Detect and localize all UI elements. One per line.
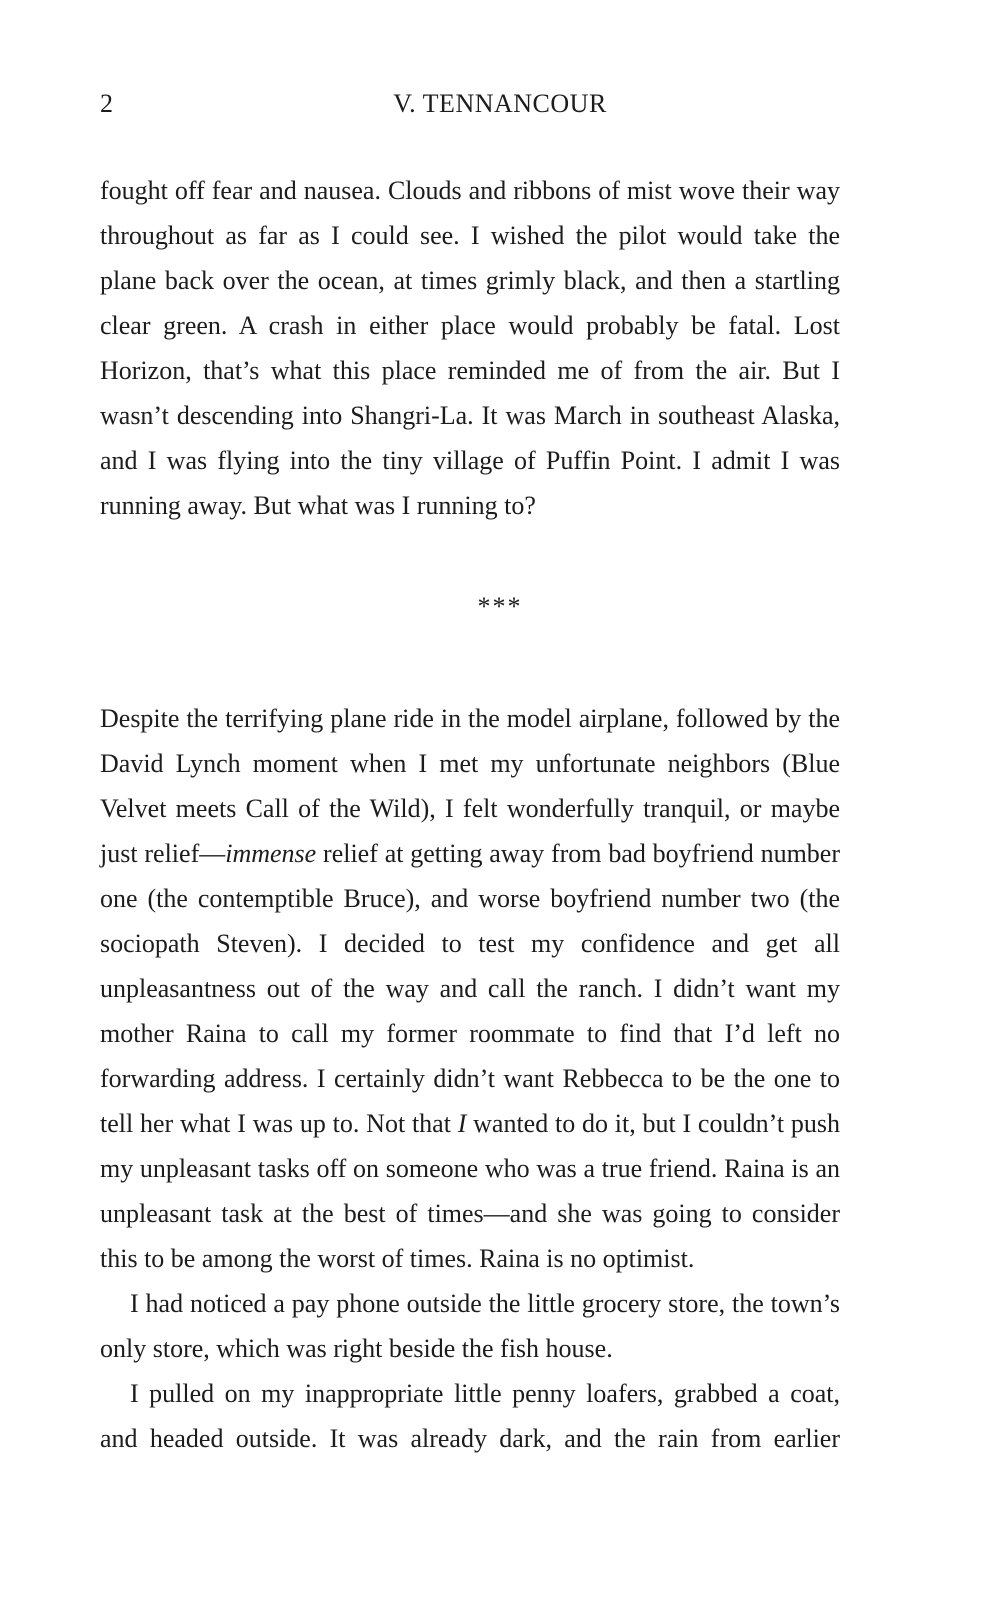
scene-break: *** [477, 592, 523, 621]
paragraph-pay-phone: I had noticed a pay phone outside the little grocery store, the town’s only store, which was right beside the fish house. [100, 1289, 840, 1363]
paragraph-despite-part1: Despite the terrifying plane ride in the model airplane, followed by the David Lynch moment when I met my unfortunate neighbors (Blue Velvet meets Call of the Wild), I felt wonderfully tranquil, or maybe just relief— [100, 704, 840, 868]
paragraph-penny-loafers: I pulled on my inappropriate little penny loafers, grabbed a coat, and headed outside. It was already dark, and the rain from earlier [100, 1379, 840, 1453]
emphasis-immense: immense [225, 839, 317, 868]
page-number: 2 [100, 89, 113, 118]
emphasis-i: I [457, 1109, 467, 1138]
text-block-main [100, 696, 840, 1461]
paragraph-despite [100, 696, 840, 1281]
running-head-author: V. TENNANCOUR [393, 89, 607, 118]
paragraph-despite-part2: relief at getting away from bad boyfriend number one (the contemptible Bruce), and worse boyfriend number two (the sociopath Steven). I decided to test my confidence and get all unpleasantness out of the way and call the ranch. I didn’t want my mother Raina to call my former roommate to find that I’d left no forwarding address. I certainly didn’t want Rebbecca to be the one to tell her what I was up to. Not that [100, 839, 840, 1138]
paragraph-despite-part3: wanted to do it, but I couldn’t push my unpleasant tasks off on someone who was a true friend. Raina is an unpleasant task at the best of times—and she was going to consider this to be among the worst of times. Raina is no optimist. [100, 1109, 840, 1273]
text-block-top [100, 168, 840, 528]
opening-paragraph: fought off fear and nausea. Clouds and ribbons of mist wove their way throughout as far as I could see. I wished the pilot would take the plane back over the ocean, at times grimly black, and then a startling clear green. A crash in either place would probably be fatal. Lost Horizon, that’s what this place reminded me of from the air. But I wasn’t descending into Shangri-La. It was March in southeast Alaska, and I was flying into the tiny village of Puffin Point. I admit I was running away. But what was I running to? [100, 176, 840, 520]
